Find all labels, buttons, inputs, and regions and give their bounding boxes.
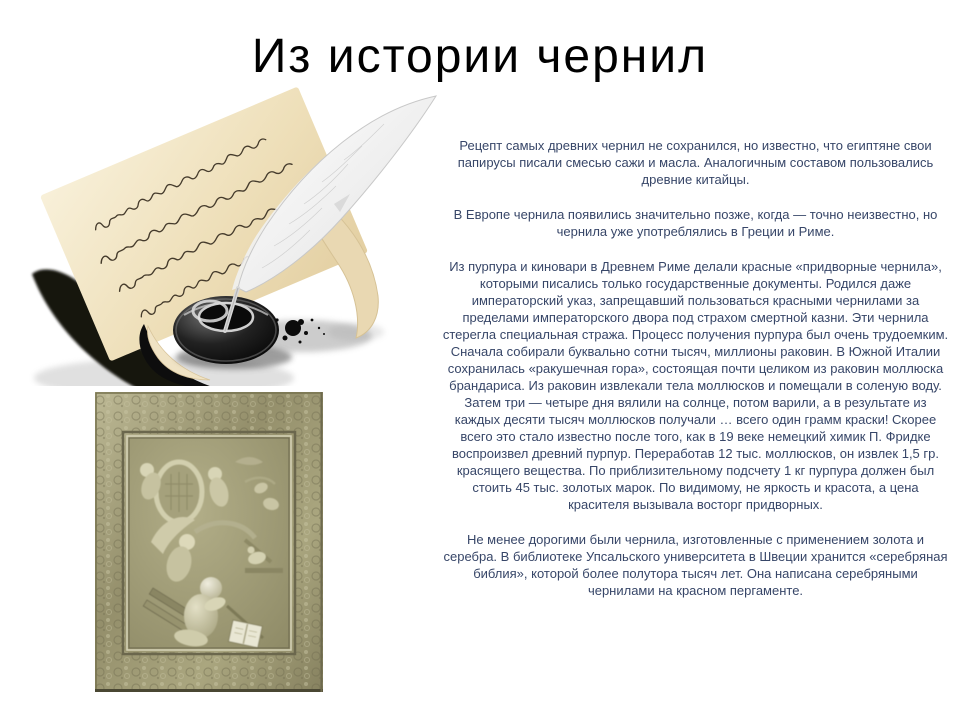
body-text-column: [441, 137, 950, 599]
body-paragraph: В Европе чернила появились значительно позже, когда — точно неизвестно, но чернила уже употреблялись в Греции и Риме.: [453, 207, 938, 239]
page-title: Из истории чернил: [251, 30, 709, 83]
body-paragraph: Рецепт самых древних чернил не сохранился, но известно, что египтяне свои папирусы писали смесью сажи и масла. Аналогичным составом пользовались древние китайцы.: [457, 138, 934, 187]
silver-plaque-image: [95, 392, 323, 692]
body-paragraph: Из пурпура и киновари в Древнем Риме делали красные «придворные чернила», которыми писались только государственные документы. Родился даже императорский указ, запрещавший пользоваться красными чернилами за пределами императорского двора под страхом смертной казни. Эти чернила стерегла специальная стража. Процесс получения пурпура был очень трудоемким. Сначала собирали буквально сотни тысяч, миллионы раковин. В Южной Италии сохранилась «ракушечная гора», состоящая почти целиком из раковин моллюска брандариса. Из раковин извлекали тела моллюсков и помещали в соленую воду. Затем три — четыре дня вялили на солнце, потом варили, а в результате из каждых десяти тысяч моллюсков получали … всего один грамм краски! Скорее всего это стало известно после того, как в 19 веке немецкий химик П. Фридке воспроизвел древний пурпур. Переработав 12 тыс. моллюсков, он извлек 1,5 гр. красящего вещества. По приблизительному подсчету 1 кг пурпура должен был стоить 45 тыс. золотых марок. По видимому, не яркость и красота, а цена красителя вызывала восторг придворных.: [442, 259, 949, 512]
plaque-relief: [129, 438, 289, 649]
parchment-quill-inkwell-image: [4, 84, 446, 386]
body-paragraph: Не менее дорогими были чернила, изготовленные с применением золота и серебра. В библиотеке Упсальского университета в Швеции хранится «серебряная библия», которой более полутора тысяч лет. Она написана серебряными чернилами на красном пергаменте.: [443, 532, 948, 598]
